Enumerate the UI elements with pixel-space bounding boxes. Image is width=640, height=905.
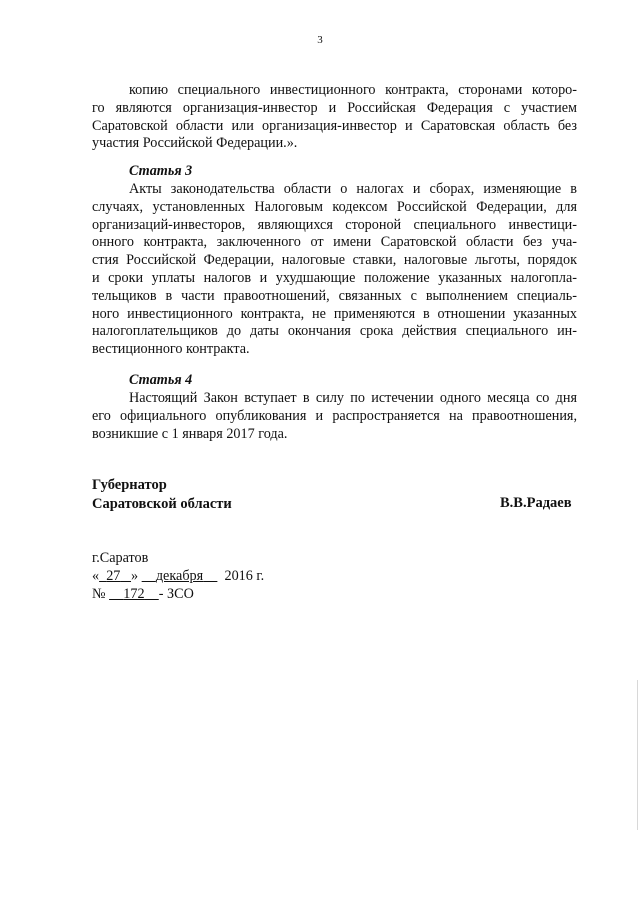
- paragraph-line: Настоящий Закон вступает в силу по истечении одного месяца со дня: [129, 390, 577, 406]
- paragraph-line: ного инвестиционного контракта, не применяются в отношении указанных: [92, 305, 577, 322]
- paragraph-line: го являются организация-инвестор и Российская Федерация с участием: [92, 99, 577, 116]
- article-3-paragraph: [92, 181, 577, 359]
- paragraph-line: тельщиков в части правоотношений, связанных с выполнением специаль-: [92, 287, 577, 304]
- city: г.Саратов: [92, 550, 149, 566]
- paragraph-line: стия Российской Федерации, налоговые ставки, налоговые льготы, порядок: [92, 252, 577, 269]
- paragraph-line: онного контракта, заключенного от имени Саратовской области без уча-: [92, 234, 577, 251]
- paragraph-line: организаций-инвесторов, являющихся стороной специального инвестици-: [92, 216, 577, 233]
- scan-edge-line: [637, 680, 638, 830]
- place-date-block: [92, 549, 264, 603]
- paragraph-line: Саратовской области или организация-инвестор и Саратовская область без: [92, 117, 577, 134]
- signature-title: [92, 476, 232, 514]
- paragraph-line: копию специального инвестиционного контракта, сторонами которо-: [129, 82, 577, 98]
- number-line: [92, 585, 264, 603]
- number-sign: №: [92, 586, 106, 602]
- paragraph-line: Акты законодательства области о налогах и сборах, изменяющие в: [129, 181, 577, 197]
- page-number: 3: [317, 34, 323, 46]
- signature-title-line: Губернатор: [92, 477, 167, 493]
- date-close-quote: »: [131, 568, 139, 584]
- signatory-name: В.В.Радаев: [500, 495, 572, 511]
- paragraph-line: случаях, установленных Налоговым кодексом Российской Федерации, для: [92, 198, 577, 215]
- article-4-paragraph: [92, 390, 577, 443]
- date-day: 27: [106, 568, 121, 584]
- article-3-title: Статья 3: [129, 163, 193, 179]
- intro-paragraph: [92, 82, 577, 153]
- signature-title-line: Саратовской области: [92, 496, 232, 512]
- paragraph-line: его официального опубликования и распространяется на правоотношения,: [92, 407, 577, 424]
- law-suffix: - ЗСО: [158, 586, 194, 602]
- paragraph-line: вестиционного контракта.: [92, 341, 250, 358]
- law-number: 172: [123, 586, 145, 602]
- paragraph-line: и сроки уплаты налогов и ухудшающие положение указанных налогопла-: [92, 269, 577, 286]
- paragraph-line: участия Российской Федерации.».: [92, 135, 298, 152]
- date-line: [92, 567, 264, 585]
- paragraph-line: возникшие с 1 января 2017 года.: [92, 425, 288, 442]
- date-month: декабря: [155, 568, 204, 584]
- date-year: 2016 г.: [224, 568, 265, 584]
- article-4-title: Статья 4: [129, 372, 193, 388]
- paragraph-line: налогоплательщиков до даты окончания срока действия специального ин-: [92, 323, 577, 340]
- date-open-quote: «: [92, 568, 100, 584]
